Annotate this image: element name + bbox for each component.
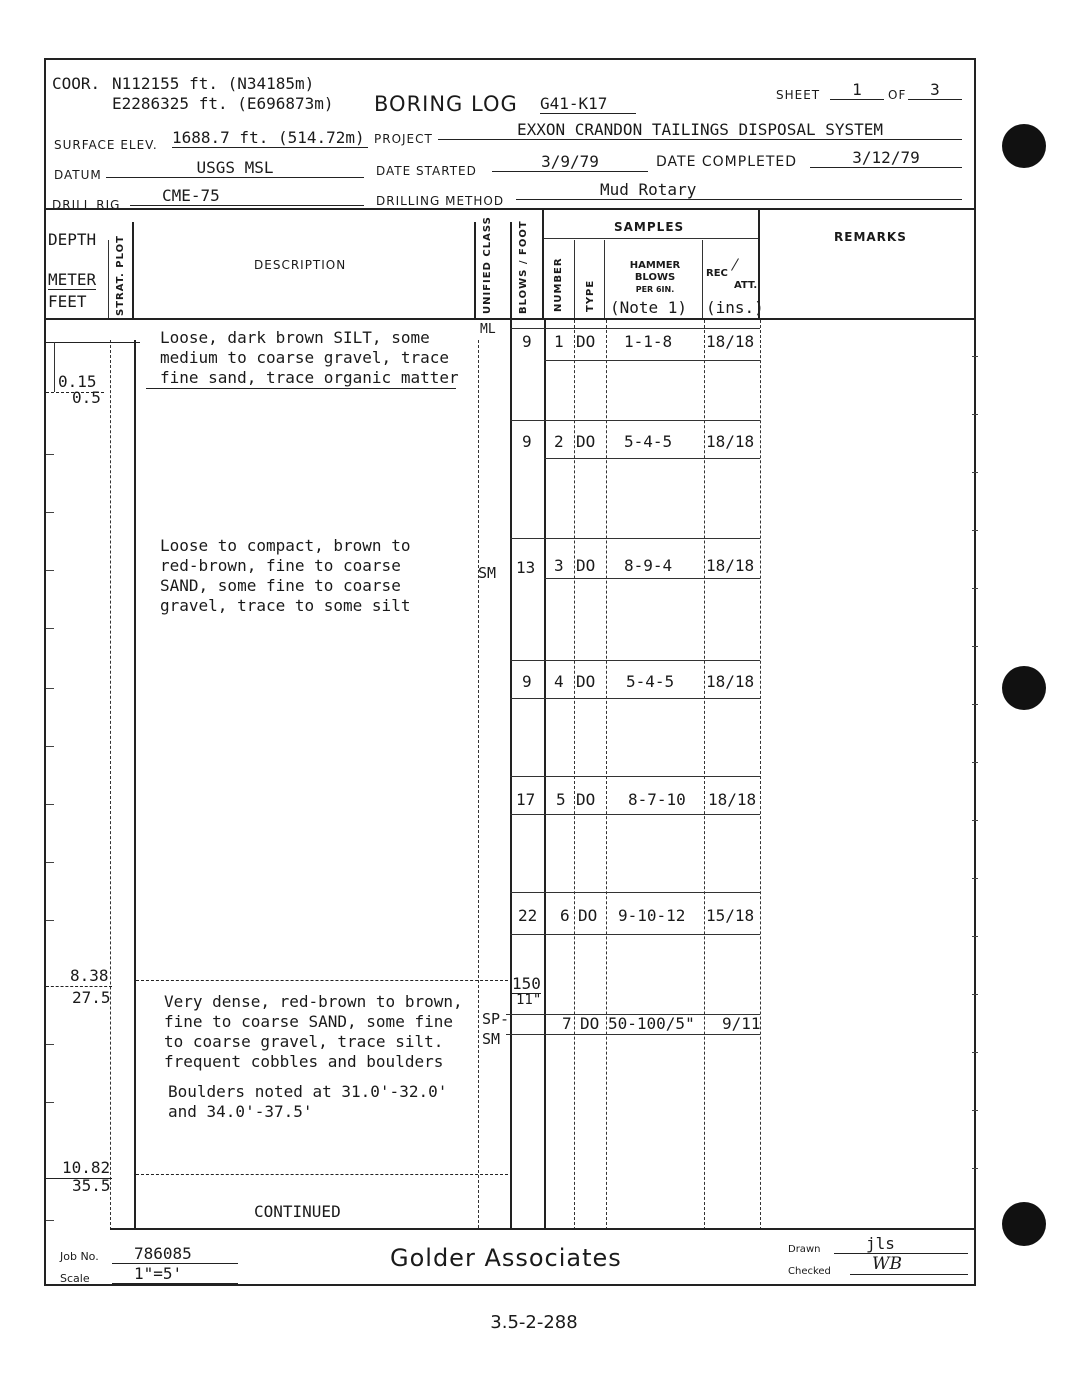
sample-2-number: 2 — [554, 432, 564, 451]
sample-6-blows: 22 — [518, 906, 538, 925]
of-label: OF — [888, 88, 907, 102]
sample-3-blows: 13 — [516, 558, 536, 577]
coor-label: COOR. — [52, 74, 101, 93]
right-tick — [972, 994, 978, 995]
sample-5-hammer: 8-7-10 — [628, 790, 686, 809]
date-completed: 3/12/79 — [810, 148, 962, 168]
col-remarks: REMARKS — [834, 230, 907, 244]
scale-tick — [46, 1102, 54, 1103]
drawn-label: Drawn — [788, 1244, 821, 1255]
scale-label: Scale — [60, 1272, 90, 1285]
col-number: NUMBER — [553, 257, 564, 312]
scale-tick — [46, 570, 54, 571]
hdr-sep-blows — [510, 222, 512, 318]
right-tick — [972, 762, 978, 763]
right-tick — [972, 356, 978, 357]
depth-meter-2: 8.38 — [70, 966, 109, 985]
surface-elev-label: SURFACE ELEV. — [54, 138, 158, 152]
rec-att-slash — [731, 258, 739, 271]
depth-feet-2: 27.5 — [72, 988, 111, 1007]
drawn-by: jls — [834, 1234, 968, 1254]
hdr-sep-class — [474, 222, 476, 318]
col-description: DESCRIPTION — [254, 258, 347, 272]
hdr-sep-hammer — [604, 240, 605, 318]
frame-top — [44, 58, 976, 60]
sample-3-bottom — [544, 578, 760, 579]
sample-6-type: DO — [578, 906, 598, 925]
sample-1-blows: 9 — [522, 332, 532, 351]
binder-hole-icon — [1002, 124, 1046, 168]
sample-7-hammer: 50-100/5" — [608, 1014, 695, 1033]
col-hammer-line2: BLOWS — [634, 272, 676, 283]
right-tick — [972, 704, 978, 705]
sample-2-rec: 18/18 — [706, 432, 755, 451]
log-body-bottom-rule — [110, 1228, 976, 1230]
sample-4-type: DO — [576, 672, 596, 691]
sample-4-number: 4 — [554, 672, 564, 691]
scale-value: 1"=5' — [112, 1264, 238, 1284]
col-line-strat — [110, 340, 111, 1230]
col-blows-foot: BLOWS / FOOT — [518, 220, 529, 314]
binder-hole-icon — [1002, 666, 1046, 710]
right-tick — [972, 646, 978, 647]
drill-rig: CME-75 — [130, 186, 364, 206]
sample-7-number: 7 — [562, 1014, 572, 1033]
description-silt: Loose, dark brown SILT, some medium to coarse gravel, trace fine sand, trace organic matter — [160, 328, 459, 387]
drill-rig-label: DRILL RIG — [52, 198, 121, 212]
col-hammer-note: (Note 1) — [610, 298, 688, 317]
col-line-remarks — [760, 320, 761, 1230]
layer-boundary-2 — [136, 980, 508, 981]
sample-1-bottom — [544, 360, 760, 361]
col-hammer — [608, 260, 702, 296]
checked-by: WB — [850, 1254, 968, 1275]
coor-east: E2286325 ft. (E696873m) — [112, 94, 334, 113]
date-started: 3/9/79 — [492, 152, 648, 172]
right-tick — [972, 1110, 978, 1111]
datum-label: DATUM — [54, 168, 102, 182]
right-tick — [972, 530, 978, 531]
log-id: G41-K17 — [540, 94, 636, 114]
col-hammer-line1: HAMMER — [629, 260, 681, 271]
sample-6-rec: 15/18 — [706, 906, 755, 925]
sample-2-bottom — [544, 458, 760, 459]
col-feet: FEET — [48, 292, 87, 311]
sample-6-hammer: 9-10-12 — [618, 906, 686, 925]
scale-tick — [46, 862, 54, 863]
sheet-number: 1 — [830, 80, 884, 100]
sample-5-number: 5 — [556, 790, 566, 809]
col-unified-class: UNIFIED CLASS — [482, 216, 493, 314]
date-completed-label: DATE COMPLETED — [656, 154, 798, 170]
col-line-type — [574, 320, 575, 1230]
sample-2-blows: 9 — [522, 432, 532, 451]
scale-tick — [46, 804, 54, 805]
sample-6-bottom — [510, 934, 760, 935]
page-title: BORING LOG — [374, 92, 518, 116]
project: EXXON CRANDON TAILINGS DISPOSAL SYSTEM — [438, 120, 962, 140]
right-tick — [972, 414, 978, 415]
sheet-label: SHEET — [776, 88, 821, 102]
col-att: ATT. — [734, 280, 758, 291]
right-tick — [972, 588, 978, 589]
depth-meter-1: 0.15 — [58, 372, 97, 391]
description-sand: Loose to compact, brown to red-brown, fine to coarse SAND, some fine to coarse gravel, trace to some silt — [160, 536, 411, 615]
sample-4-bottom — [510, 698, 760, 699]
class-ml: ML — [480, 322, 496, 337]
surface-line-strat — [100, 342, 140, 343]
sample-5-bottom — [510, 814, 760, 815]
hdr-sep-strat — [108, 240, 109, 318]
col-samples: SAMPLES — [614, 220, 685, 234]
depth-line-2 — [46, 986, 112, 987]
sample-4-rec: 18/18 — [706, 672, 755, 691]
checked-label: Checked — [788, 1266, 831, 1277]
scale-tick — [46, 1220, 54, 1221]
frame-right — [974, 58, 976, 1284]
right-tick — [972, 878, 978, 879]
col-rec: REC — [706, 268, 728, 279]
sample-6-top — [510, 892, 760, 893]
binder-hole-icon — [1002, 1202, 1046, 1246]
col-line-class — [478, 340, 479, 1228]
frame-bottom — [44, 1284, 976, 1286]
scale-tick — [46, 454, 54, 455]
hdr-sep-type — [574, 240, 575, 318]
right-tick — [972, 1052, 978, 1053]
right-tick — [972, 472, 978, 473]
class-sm-2: SM — [482, 1030, 501, 1048]
col-strat-plot: STRAT. PLOT — [115, 235, 126, 316]
depth-bracket-1 — [54, 342, 55, 392]
col-line-blows — [510, 320, 512, 1230]
scale-tick — [46, 1044, 54, 1045]
sample-3-top — [510, 538, 760, 539]
sample-5-rec: 18/18 — [708, 790, 757, 809]
drilling-method-label: DRILLING METHOD — [376, 194, 505, 208]
sample-3-rec: 18/18 — [706, 556, 755, 575]
depth-feet-1: 0.5 — [72, 388, 101, 407]
job-number: 786085 — [112, 1244, 238, 1264]
sample-1-top — [510, 328, 760, 329]
sample-7-bottom — [506, 1034, 760, 1035]
sample-5-top — [510, 776, 760, 777]
col-line-hammer — [606, 320, 607, 1230]
table-header-top-rule — [44, 208, 976, 210]
date-started-label: DATE STARTED — [376, 164, 477, 178]
page-number: 3.5-2-288 — [490, 1312, 578, 1333]
continued-label: CONTINUED — [254, 1202, 341, 1221]
sample-7-blows: 150 — [512, 974, 541, 993]
samples-header-rule — [542, 238, 758, 239]
sample-1-type: DO — [576, 332, 596, 351]
scale-tick — [46, 628, 54, 629]
sample-4-top — [510, 660, 760, 661]
sample-7-rec: 9/11 — [722, 1014, 761, 1033]
sample-7-blows-sub: 11" — [516, 992, 542, 1008]
scale-tick — [46, 920, 54, 921]
sample-7-type: DO — [580, 1014, 600, 1033]
coor-north: N112155 ft. (N34185m) — [112, 74, 315, 93]
company-name: Golder Associates — [390, 1244, 622, 1272]
job-label: Job No. — [60, 1250, 99, 1263]
right-tick — [972, 936, 978, 937]
col-depth: DEPTH — [48, 230, 97, 249]
col-line-strat-right — [134, 340, 136, 1228]
right-tick — [972, 820, 978, 821]
col-type: TYPE — [585, 279, 596, 312]
sheet-total: 3 — [908, 80, 962, 100]
layer-boundary-3 — [136, 1174, 508, 1175]
sample-6-number: 6 — [560, 906, 570, 925]
scale-tick — [46, 746, 54, 747]
drilling-method: Mud Rotary — [516, 180, 962, 200]
col-line-rec — [704, 320, 705, 1230]
sample-5-blows: 17 — [516, 790, 536, 809]
sample-2-type: DO — [576, 432, 596, 451]
sample-3-number: 3 — [554, 556, 564, 575]
depth-feet-3: 35.5 — [72, 1176, 111, 1195]
scale-tick — [46, 688, 54, 689]
hdr-sep-remarks — [758, 210, 760, 318]
sample-1-rec: 18/18 — [706, 332, 755, 351]
sample-2-hammer: 5-4-5 — [624, 432, 673, 451]
depth-meter-3: 10.82 — [62, 1158, 111, 1177]
datum: USGS MSL — [106, 158, 364, 178]
class-sm-1: SM — [478, 564, 497, 582]
col-hammer-line3: PER 6IN. — [635, 285, 675, 294]
sample-4-hammer: 5-4-5 — [626, 672, 675, 691]
description-boulders: Boulders noted at 31.0'-32.0' and 34.0'-37.5' — [168, 1082, 448, 1121]
hdr-sep-rec — [702, 240, 703, 318]
col-meter: METER — [48, 270, 97, 289]
col-ins: (ins.) — [706, 298, 764, 317]
sample-4-blows: 9 — [522, 672, 532, 691]
surface-elev: 1688.7 ft. (514.72m) — [172, 128, 368, 148]
layer-boundary-1 — [146, 388, 456, 389]
description-dense-sand: Very dense, red-brown to brown, fine to coarse SAND, some fine to coarse gravel, trace silt. frequent cobbles and boulders — [164, 992, 463, 1071]
sample-3-hammer: 8-9-4 — [624, 556, 673, 575]
frame-left — [44, 58, 46, 1284]
right-tick — [972, 1168, 978, 1169]
surface-line — [46, 342, 108, 343]
sample-3-type: DO — [576, 556, 596, 575]
col-line-number — [544, 320, 546, 1230]
sample-5-type: DO — [576, 790, 596, 809]
class-sp: SP- — [482, 1010, 510, 1028]
scale-tick — [46, 512, 54, 513]
project-label: PROJECT — [374, 132, 433, 146]
sample-2-top — [510, 420, 760, 421]
sample-1-number: 1 — [554, 332, 564, 351]
sample-1-hammer: 1-1-8 — [624, 332, 673, 351]
hdr-sep-desc — [132, 222, 134, 318]
hdr-sep-number — [542, 210, 544, 318]
